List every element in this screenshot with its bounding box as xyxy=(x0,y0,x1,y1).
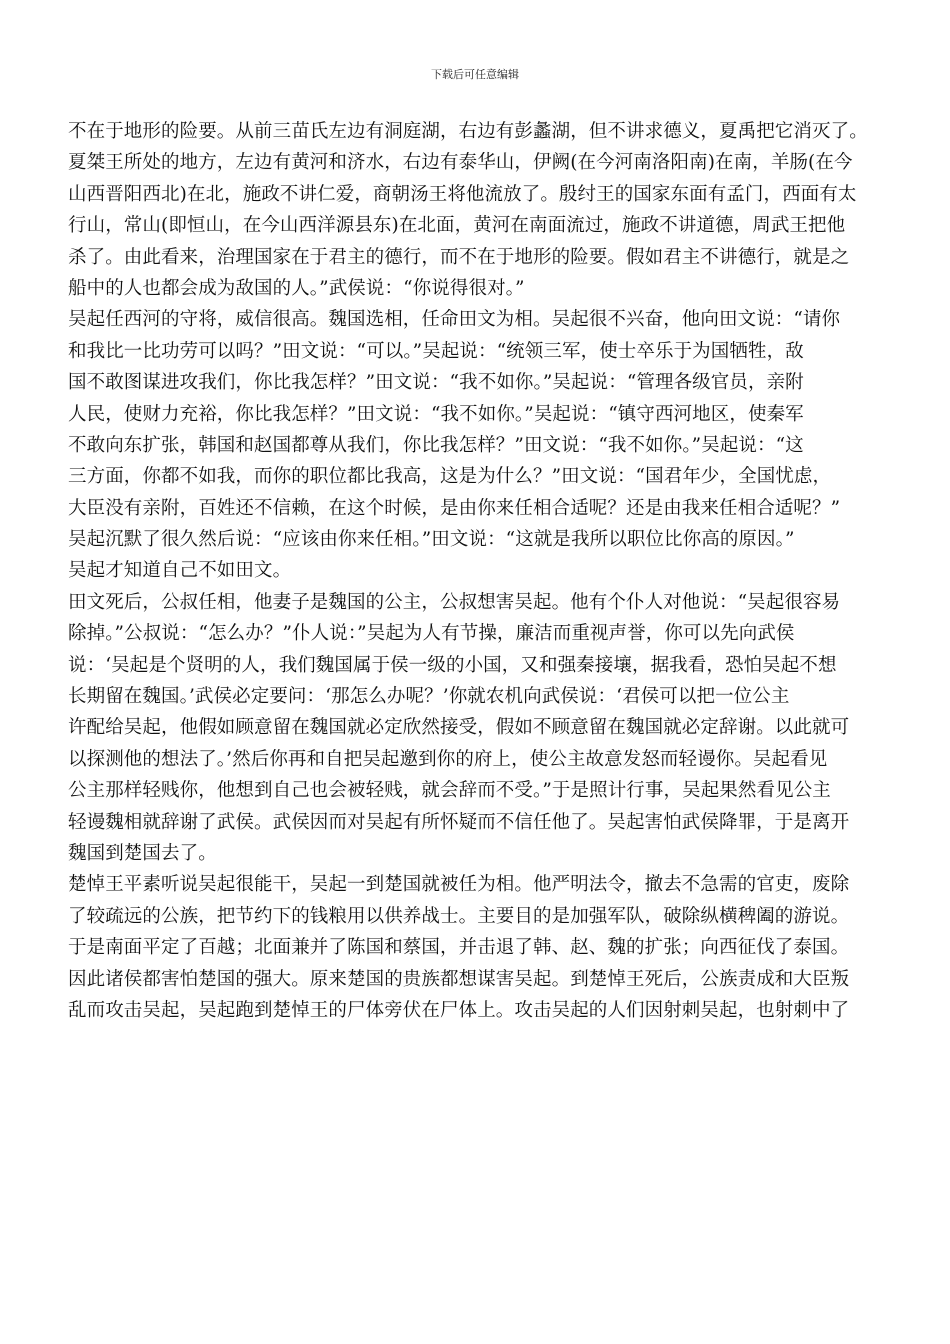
text-line: 不敢向东扩张，韩国和赵国都尊从我们，你比我怎样？”田文说：“我不如你。”吴起说：“这 xyxy=(68,434,804,456)
text-line: 田文死后，公叔任相，他妻子是魏国的公主，公叔想害吴起。他有个仆人对他说：“吴起很容易 xyxy=(68,591,841,613)
text-line: 吴起任西河的守将，威信很高。魏国选相，任命田文为相。吴起很不兴奋，他向田文说：“请你 xyxy=(68,309,841,331)
text-line: 楚悼王平素听说吴起很能干，吴起一到楚国就被任为相。他严明法令，撤去不急需的官吏，废除 xyxy=(68,874,850,896)
text-line: 说：‘吴起是个贤明的人，我们魏国属于侯一级的小国，又和强秦接壤，据我看，恐怕吴起不想 xyxy=(68,654,837,676)
text-line: 乱而攻击吴起，吴起跑到楚悼王的尸体旁伏在尸体上。攻击吴起的人们因射刺吴起，也射刺中了 xyxy=(68,999,850,1021)
text-line: 大臣没有亲附，百姓还不信赖，在这个时候，是由你来任相合适呢？还是由我来任相合适呢？” xyxy=(68,497,841,519)
text-line: 杀了。由此看来，治理国家在于君主的德行，而不在于地形的险要。假如君主不讲德行，就是之 xyxy=(68,246,850,268)
text-line: 船中的人也都会成为敌国的人。”武侯说：“你说得很对。” xyxy=(68,277,525,299)
text-line: 轻谩魏相就辞谢了武侯。武侯因而对吴起有所怀疑而不信任他了。吴起害怕武侯降罪，于是离开 xyxy=(68,811,850,833)
text-line: 不在于地形的险要。从前三苗氏左边有洞庭湖，右边有彭蠡湖，但不讲求德义，夏禹把它消灭了。 xyxy=(68,121,868,142)
text-line: 除掉。”公叔说：“怎么办？”仆人说：”吴起为人有节操，廉洁而重视声誉，你可以先向武侯 xyxy=(68,623,795,645)
text-line: 长期留在魏国。’武侯必定要问：‘那怎么办呢？’你就农机向武侯说：‘君侯可以把一位公主 xyxy=(68,686,790,708)
text-line: 三方面，你都不如我，而你的职位都比我高，这是为什么？”田文说：“国君年少，全国忧虑， xyxy=(68,466,832,488)
text-line: 因此诸侯都害怕楚国的强大。原来楚国的贵族都想谋害吴起。到楚悼王死后，公族责成和大臣叛 xyxy=(68,968,850,990)
text-line: 和我比一比功劳可以吗？”田文说：“可以。”吴起说：“统领三军，使士卒乐于为国牺牲，敌 xyxy=(68,340,804,362)
document-body xyxy=(68,116,888,1026)
text-line: 以探测他的想法了。’然后你再和自把吴起邀到你的府上，使公主故意发怒而轻谩你。吴起看见 xyxy=(68,748,828,770)
text-line: 公主那样轻贱你，他想到自己也会被轻贱，就会辞而不受。”于是照计行事，吴起果然看见公主 xyxy=(68,780,831,802)
text-line: 吴起沉默了很久然后说：“应该由你来任相。”田文说：“这就是我所以职位比你高的原因。” xyxy=(68,529,795,551)
text-line: 了较疏远的公族，把节约下的钱粮用以供养战士。主要目的是加强军队，破除纵横稗阖的游说。 xyxy=(68,905,850,927)
text-line: 行山，常山(即恒山，在今山西洋源县东)在北面，黄河在南面流过，施政不讲道德，周武王把他 xyxy=(68,215,846,237)
text-line: 吴起才知道自己不如田文。 xyxy=(68,560,292,582)
text-line: 魏国到楚国去了。 xyxy=(68,842,217,864)
text-line: 国不敢图谋进攻我们，你比我怎样？”田文说：“我不如你。”吴起说：“管理各级官员，亲附 xyxy=(68,372,804,394)
text-line: 山西晋阳西北)在北，施政不讲仁爱，商朝汤王将他流放了。殷纣王的国家东面有孟门，西面有太 xyxy=(68,183,857,205)
text-line: 许配给吴起，他假如顾意留在魏国就必定欣然接受，假如不顾意留在魏国就必定辞谢。以此就可 xyxy=(68,717,850,739)
text-line: 夏桀王所处的地方，左边有黄河和济水，右边有泰华山，伊阙(在今河南洛阳南)在南，羊肠(在今 xyxy=(68,152,853,174)
page-header: 下载后可任意编辑 xyxy=(431,68,519,81)
text-line: 于是南面平定了百越；北面兼并了陈国和蔡国，并击退了韩、赵、魏的扩张；向西征伐了泰国。 xyxy=(68,937,850,959)
text-line: 人民，使财力充裕，你比我怎样？”田文说：“我不如你。”吴起说：“镇守西河地区，使秦军 xyxy=(68,403,804,425)
